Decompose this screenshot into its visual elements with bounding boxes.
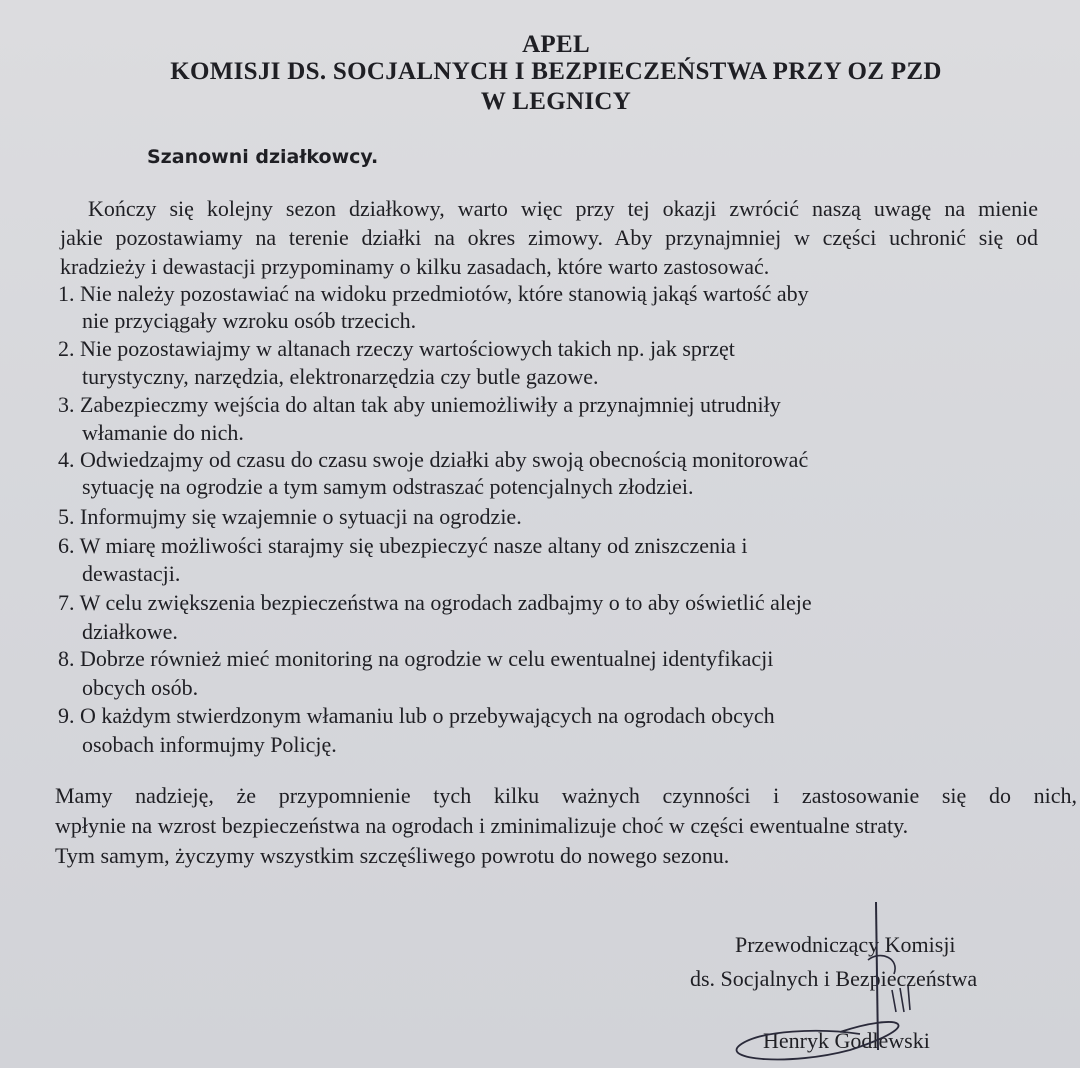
rule-8-line-1: 8. Dobrze również mieć monitoring na ogrodzie w celu ewentualnej identyfikacji	[58, 646, 774, 671]
closing-line-3: Tym samym, życzymy wszystkim szczęśliwego powrotu do nowego sezonu.	[55, 843, 730, 868]
rule-8-line-2: obcych osób.	[82, 675, 199, 700]
rule-3-line-2: włamanie do nich.	[82, 420, 244, 445]
closing-line-2: wpłynie na wzrost bezpieczeństwa na ogrodach i zminimalizuje choć w części ewentualne straty.	[55, 813, 909, 838]
rule-7-line-1: 7. W celu zwiększenia bezpieczeństwa na ogrodach zadbajmy o to aby oświetlić aleje	[58, 590, 812, 615]
intro-line-3: kradzieży i dewastacji przypominamy o kilku zasadach, które warto zastosować.	[60, 254, 770, 279]
rule-2-line-1: 2. Nie pozostawiajmy w altanach rzeczy wartościowych takich np. jak sprzęt	[58, 336, 735, 361]
signature-committee: ds. Socjalnych i Bezpieczeństwa	[690, 966, 978, 991]
rule-3-line-1: 3. Zabezpieczmy wejścia do altan tak aby uniemożliwiły a przynajmniej utrudniły	[58, 392, 781, 417]
document-title-line2: KOMISJI DS. SOCJALNYCH I BEZPIECZEŃSTWA PRZY OZ PZD	[170, 58, 942, 85]
rule-4-line-2: sytuację na ogrodzie a tym samym odstraszać potencjalnych złodziei.	[82, 474, 694, 499]
rule-6-line-2: dewastacji.	[82, 561, 181, 586]
rule-1-line-1: 1. Nie należy pozostawiać na widoku przedmiotów, które stanowią jakąś wartość aby	[58, 281, 809, 306]
document-title: APEL	[522, 31, 590, 58]
signature-title: Przewodniczący Komisji	[735, 932, 956, 957]
rule-1-line-2: nie przyciągały wzroku osób trzecich.	[82, 308, 417, 333]
rule-4-line-1: 4. Odwiedzajmy od czasu do czasu swoje działki aby swoją obecnością monitorować	[58, 447, 809, 472]
intro-line-1: Kończy się kolejny sezon działkowy, warto więc przy tej okazji zwrócić naszą uwagę na mienie	[88, 196, 1038, 221]
rule-7-line-2: działkowe.	[82, 619, 178, 644]
greeting: Szanowni działkowcy.	[147, 146, 379, 168]
rule-6-line-1: 6. W miarę możliwości starajmy się ubezpieczyć nasze altany od zniszczenia i	[58, 533, 748, 558]
rule-9-line-1: 9. O każdym stwierdzonym włamaniu lub o przebywających na ogrodach obcych	[58, 703, 775, 728]
intro-line-2: jakie pozostawiamy na terenie działki na okres zimowy. Aby przynajmniej w części uchronić się od	[60, 225, 1038, 250]
handwritten-signature-icon	[700, 900, 1020, 1068]
signature-name: Henryk Godlewski	[763, 1028, 930, 1053]
document-title-line3: W LEGNICY	[480, 88, 632, 115]
rule-5-line-1: 5. Informujmy się wzajemnie o sytuacji na ogrodzie.	[58, 504, 522, 529]
rule-9-line-2: osobach informujmy Policję.	[82, 732, 337, 757]
rule-2-line-2: turystyczny, narzędzia, elektronarzędzia czy butle gazowe.	[82, 364, 599, 389]
closing-line-1: Mamy nadzieję, że przypomnienie tych kilku ważnych czynności i zastosowanie się do nich,	[55, 783, 1077, 808]
